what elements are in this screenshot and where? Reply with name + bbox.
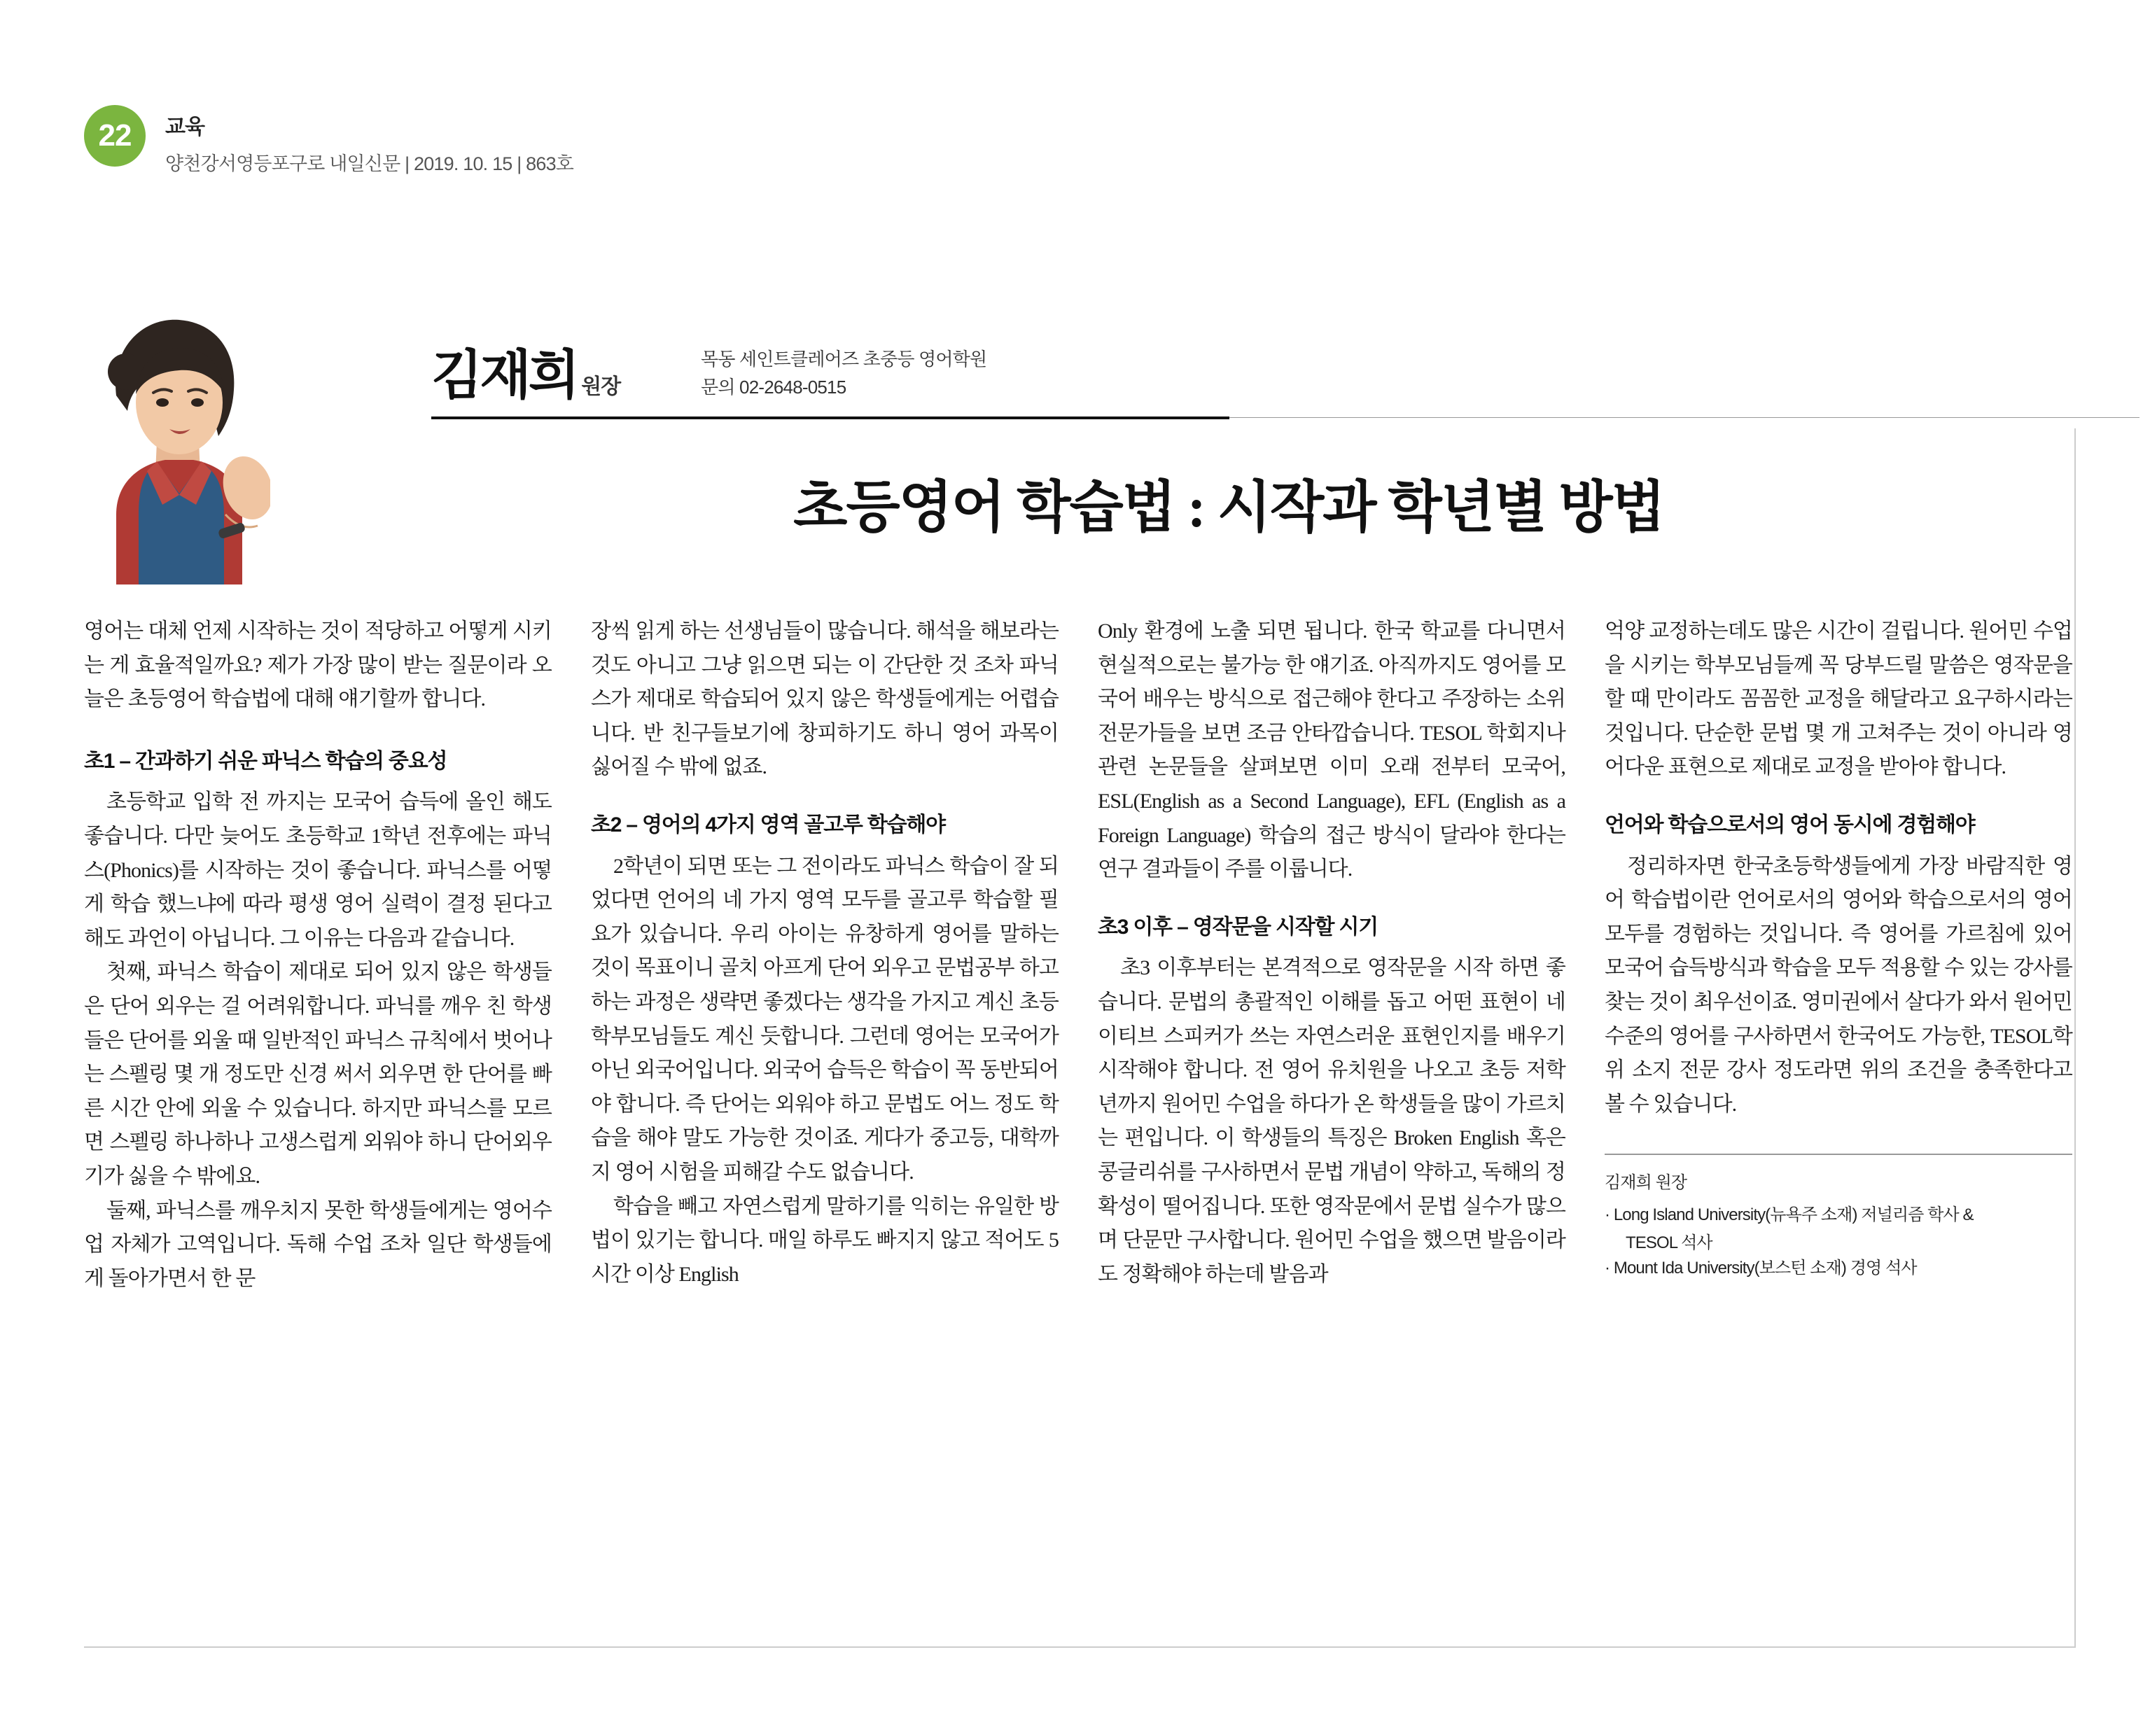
author-credentials — [1605, 1154, 2072, 1281]
section-subhead: 초2 – 영어의 4가지 영역 골고루 학습해야 — [591, 813, 945, 836]
credentials-item: · Mount Ida University(보스턴 소재) 경영 석사 — [1605, 1259, 1917, 1278]
section-subhead: 초1 – 간과하기 쉬운 파닉스 학습의 중요성 — [84, 749, 447, 773]
page-number-badge: 22 — [84, 105, 146, 167]
article-column-2 — [591, 615, 1059, 1296]
paragraph: 억양 교정하는데도 많은 시간이 걸립니다. 원어민 수업을 시키는 학부모님들께 꼭 당부드릴 말씀은 영작문을 할 때 만이라도 꼼꼼한 교정을 해달라고 요구하시라는 것입니다. 단순한 문법 몇 개 고쳐주는 것이 아니라 영어다운 표현으로 제대로 교정을 받아야 합니다. — [1605, 620, 2072, 779]
paragraph: 학습을 빼고 자연스럽게 말하기를 익히는 유일한 방법이 있기는 합니다. 매일 하루도 빠지지 않고 적어도 5시간 이상 English — [591, 1194, 1059, 1286]
author-name: 김재희 — [431, 346, 578, 405]
author-title: 원장 — [581, 375, 621, 398]
article-headline: 초등영어 학습법 : 시작과 학년별 방법 — [793, 477, 1664, 539]
author-portrait — [74, 304, 270, 584]
author-affiliation — [701, 345, 986, 402]
publication-meta: 양천강서영등포구로 내일신문 | 2019. 10. 15 | 863호 — [165, 153, 574, 174]
byline-divider-thin — [1229, 417, 2139, 418]
paragraph: 초등학교 입학 전 까지는 모국어 습득에 올인 해도 좋습니다. 다만 늦어도 초등학교 1학년 전후에는 파닉스(Phonics)를 시작하는 것이 좋습니다. 파닉스를 어떻게 학습 했느냐에 따라 평생 영어 실력이 결정 된다고 해도 과언이 아닙니다. 그 이유는 다음과 같습니다. — [84, 790, 552, 950]
paragraph: 장씩 읽게 하는 선생님들이 많습니다. 해석을 해보라는 것도 아니고 그냥 읽으면 되는 이 간단한 것 조차 파닉스가 제대로 학습되어 있지 않은 학생들에게는 어렵습니다. 반 친구들보기에 창피하기도 하니 영어 과목이 싫어질 수 밖에 없죠. — [591, 620, 1059, 779]
credentials-item-sub: TESOL 석사 — [1626, 1233, 1712, 1253]
section-subhead: 초3 이후 – 영작문을 시작할 시기 — [1098, 915, 1378, 939]
author-name-wrap — [431, 332, 620, 409]
page-header — [84, 105, 573, 176]
section-label: 교육 — [165, 115, 204, 139]
paragraph: 2학년이 되면 또는 그 전이라도 파닉스 학습이 잘 되었다면 언어의 네 가지 영역 모두를 골고루 학습할 필요가 있습니다. 우리 아이는 유창하게 영어를 말하는 것이 목표이니 골치 아프게 단어 외우고 문법공부 하고 하는 과정은 생략면 좋겠다는 생각을 가지고 계신 초등 학부모님들도 계신 듯합니다. 그런데 영어는 모국어가 아닌 외국어입니다. 외국어 습득은 학습이 꼭 동반되어야 합니다. 즉 단어는 외워야 하고 문법도 어느 정도 학습을 해야 말도 가능한 것이죠. 게다가 중고등, 대학까지 영어 시험을 피해갈 수도 없습니다. — [591, 854, 1059, 1184]
article-column-3 — [1098, 615, 1565, 1296]
paragraph: 정리하자면 한국초등학생들에게 가장 바람직한 영어 학습법이란 언어로서의 영어와 학습으로서의 영어 모두를 경험하는 것입니다. 즉 영어를 가르침에 있어 모국어 습득방식과 학습을 모두 적용할 수 있는 강사를 찾는 것이 최우선이죠. 영미권에서 살다가 와서 원어민 수준의 영어를 구사하면서 한국어도 가능한, TESOL학위 소지 전문 강사 정도라면 위의 조건을 충족한다고 볼 수 있습니다. — [1605, 854, 2072, 1116]
section-subhead: 언어와 학습으로서의 영어 동시에 경험해야 — [1605, 813, 1975, 836]
paragraph: 영어는 대체 언제 시작하는 것이 적당하고 어떻게 시키는 게 효율적일까요? 제가 가장 많이 받는 질문이라 오늘은 초등영어 학습법에 대해 얘기할까 합니다. — [84, 620, 552, 711]
paragraph: 초3 이후부터는 본격적으로 영작문을 시작 하면 좋습니다. 문법의 총괄적인 이해를 돕고 어떤 표현이 네이티브 스피커가 쓰는 자연스러운 표현인지를 배우기 시작해야 합니다. 전 영어 유치원을 나오고 초등 저학년까지 원어민 수업을 하다가 온 학생들을 많이 가르치는 편입니다. 이 학생들의 특징은 Broken English 혹은 콩글리쉬를 구사하면서 문법 개념이 약하고, 독해의 정확성이 떨어집니다. 또한 영작문에서 문법 실수가 많으며 단문만 구사합니다. 원어민 수업을 했으면 발음이라도 정확해야 하는데 발음과 — [1098, 956, 1565, 1286]
header-texts — [165, 105, 573, 176]
paragraph: 첫째, 파닉스 학습이 제대로 되어 있지 않은 학생들은 단어 외우는 걸 어려워합니다. 파닉를 깨우 친 학생들은 단어를 외울 때 일반적인 파닉스 규칙에서 벗어나는 스펠링 몇 개 정도만 신경 써서 외우면 한 단어를 빠른 시간 안에 외울 수 있습니다. 하지만 파닉스를 모르면 스펠링 하나하나 고생스럽게 외워야 하니 단어외우기가 싫을 수 밖에요. — [84, 960, 552, 1188]
byline-divider — [431, 416, 1229, 419]
article-column-4 — [1605, 615, 2072, 1296]
affiliation-line-2: 문의 02-2648-0515 — [701, 377, 846, 398]
article-columns — [84, 615, 2072, 1296]
credentials-item: · Long Island University(뉴욕주 소재) 저널리즘 학사 & — [1605, 1205, 1974, 1225]
article-column-1 — [84, 615, 552, 1296]
paragraph: 둘째, 파닉스를 깨우치지 못한 학생들에게는 영어수업 자체가 고역입니다. 독해 수업 조차 일단 학생들에게 돌아가면서 한 문 — [84, 1198, 552, 1290]
affiliation-line-1: 목동 세인트클레어즈 초중등 영어학원 — [701, 349, 987, 370]
paragraph: Only 환경에 노출 되면 됩니다. 한국 학교를 다니면서 현실적으로는 불가능 한 얘기죠. 아직까지도 영어를 모국어 배우는 방식으로 접근해야 한다고 주장하는 소위 전문가들을 보면 조금 안타깝습니다. TESOL 학회지나 관련 논문들을 살펴보면 이미 오래 전부터 모국어, ESL(English as a Second Language), EFL (English as a Foreign Language) 학습의 접근 방식이 달라야 한다는 연구 결과들이 주를 이룹니다. — [1098, 620, 1565, 881]
byline-block — [67, 318, 2083, 438]
credentials-name: 김재희 원장 — [1605, 1173, 1687, 1193]
